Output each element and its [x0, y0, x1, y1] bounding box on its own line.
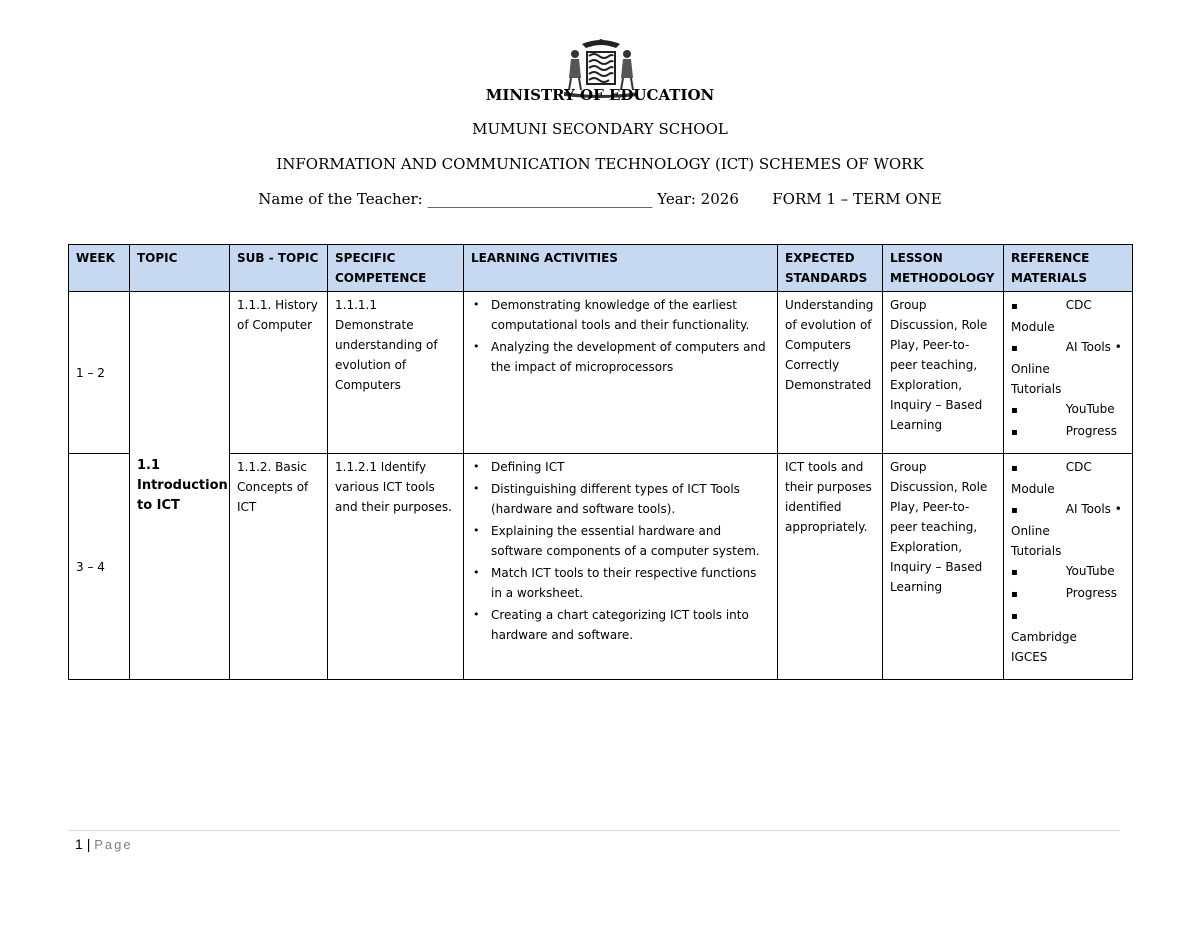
footer-separator: | — [86, 836, 91, 852]
activity-item: • Analyzing the development of computers and the impact of microprocessors — [471, 337, 770, 377]
document-title: INFORMATION AND COMMUNICATION TECHNOLOGY (ICT) SCHEMES OF WORK — [276, 155, 924, 173]
week-cell: 3 – 4 — [69, 454, 130, 680]
reference-item: ▪ Progress — [1011, 424, 1117, 438]
page-label: Page — [94, 837, 133, 852]
page-footer — [75, 836, 133, 852]
standards-cell: ICT tools and their purposes identified appropriately. — [778, 454, 883, 680]
reference-item: ▪ YouTube — [1011, 402, 1115, 416]
references-cell — [1004, 292, 1133, 454]
activity-item: • Creating a chart categorizing ICT tools into hardware and software. — [471, 605, 770, 645]
week-cell: 1 – 2 — [69, 292, 130, 454]
ministry-heading: MINISTRY OF EDUCATION — [485, 86, 715, 104]
reference-item: Tutorials — [1011, 544, 1062, 558]
page-number: 1 — [75, 836, 83, 852]
reference-item: ▪ CDC — [1011, 460, 1092, 474]
header-standards: EXPECTED STANDARDS — [778, 245, 883, 292]
reference-item: IGCES — [1011, 650, 1048, 664]
activity-item: • Demonstrating knowledge of the earliest computational tools and their functionality. — [471, 295, 770, 335]
footer-divider — [68, 830, 1120, 831]
references-cell — [1004, 454, 1133, 680]
reference-item: ▪ CDC — [1011, 298, 1092, 312]
reference-item: ▪ AI Tools • — [1011, 502, 1122, 516]
header-topic: TOPIC — [130, 245, 230, 292]
activity-item: • Match ICT tools to their respective functions in a worksheet. — [471, 563, 770, 603]
teacher-year-line: Name of the Teacher: ______________________________ Year: 2026 FORM 1 – TERM ONE — [258, 190, 942, 208]
header-activities: LEARNING ACTIVITIES — [464, 245, 778, 292]
header-methodology: LESSON METHODOLOGY — [883, 245, 1004, 292]
activity-item: • Distinguishing different types of ICT Tools (hardware and software tools). — [471, 479, 770, 519]
activity-item: • Explaining the essential hardware and software components of a computer system. — [471, 521, 770, 561]
reference-item: Module — [1011, 320, 1055, 334]
reference-item: Online — [1011, 524, 1050, 538]
topic-cell: 1.1 Introduction to ICT — [130, 292, 230, 680]
header-subtopic: SUB - TOPIC — [230, 245, 328, 292]
reference-item: ▪ Progress — [1011, 586, 1117, 600]
methodology-cell: Group Discussion, Role Play, Peer-to-peer teaching, Exploration, Inquiry – Based Learning — [883, 292, 1004, 454]
reference-item: ▪ AI Tools • — [1011, 340, 1122, 354]
reference-item: Online — [1011, 362, 1050, 376]
schemes-of-work-table — [68, 244, 1133, 680]
header-competence: SPECIFIC COMPETENCE — [328, 245, 464, 292]
methodology-cell: Group Discussion, Role Play, Peer-to-peer teaching, Exploration, Inquiry – Based Learning — [883, 454, 1004, 680]
activity-item: • Defining ICT — [471, 457, 770, 477]
competence-cell: 1.1.1.1 Demonstrate understanding of evolution of Computers — [328, 292, 464, 454]
subtopic-cell: 1.1.2. Basic Concepts of ICT — [230, 454, 328, 680]
activities-cell — [464, 292, 778, 454]
reference-item: Tutorials — [1011, 382, 1062, 396]
table-header-row — [69, 245, 1133, 292]
reference-item: ▪Cambridge — [1011, 611, 1077, 644]
reference-item: ▪ YouTube — [1011, 564, 1115, 578]
subtopic-cell: 1.1.1. History of Computer — [230, 292, 328, 454]
competence-cell: 1.1.2.1 Identify various ICT tools and their purposes. — [328, 454, 464, 680]
reference-item: Module — [1011, 482, 1055, 496]
activities-cell — [464, 454, 778, 680]
standards-cell: Understanding of evolution of Computers Correctly Demonstrated — [778, 292, 883, 454]
header-references: REFERENCE MATERIALS — [1004, 245, 1133, 292]
header-week: WEEK — [69, 245, 130, 292]
school-name: MUMUNI SECONDARY SCHOOL — [472, 120, 728, 138]
table-row — [69, 292, 1133, 454]
